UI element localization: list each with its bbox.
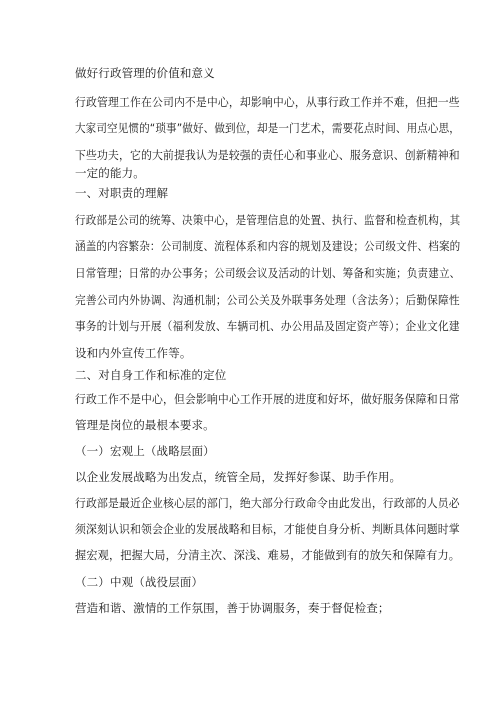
document-title: 做好行政管理的价值和意义 xyxy=(75,66,215,80)
body-line: 设和内外宣传工作等。 xyxy=(75,346,192,360)
section-heading: 一、对职责的理解 xyxy=(75,186,169,200)
subsection-heading: （一）宏观上（战略层面） xyxy=(75,444,215,458)
body-line: 握宏观，把握大局，分清主次、深浅、难易，才能做到有的放矢和保障有力。 xyxy=(75,548,461,562)
body-line: 完善公司内外协调、沟通机制；公司公关及外联事务处理（含法务）；后勤保障性 xyxy=(75,293,460,307)
body-line: 行政部是公司的统筹、决策中心，是管理信息的处置、执行、监督和检查机构，其 xyxy=(75,213,461,227)
body-line: 日常管理；日常的办公事务；公司级会议及活动的计划、筹备和实施；负责建立、 xyxy=(75,266,461,280)
body-line: 涵盖的内容繁杂：公司制度、流程体系和内容的规划及建设；公司级文件、档案的 xyxy=(75,239,461,253)
body-line: 事务的计划与开展（福利发放、车辆司机、办公用品及固定资产等）；企业文化建 xyxy=(75,319,460,333)
body-line: 须深刻认识和领会企业的发展战略和目标，才能使自身分析、判断具体问题时掌 xyxy=(75,522,460,536)
body-line: 行政工作不是中心，但会影响中心工作开展的进度和好坏，做好服务保障和日常 xyxy=(75,392,460,406)
body-line: 一定的能力。 xyxy=(75,166,145,180)
body-line: 营造和谐、激情的工作氛围，善于协调服务，奏于督促检查； xyxy=(75,601,390,615)
section-heading: 二、对自身工作和标准的定位 xyxy=(75,368,227,382)
subsection-heading: （二）中观（战役层面） xyxy=(75,575,204,589)
body-line: 以企业发展战略为出发点，统管全局，发挥好参谋、助手作用。 xyxy=(75,470,402,484)
body-line: 下些功夫，它的大前提我认为是较强的责任心和事业心、服务意识、创新精神和 xyxy=(75,148,460,162)
body-line: 行政部是最近企业核心层的部门，绝大部分行政命令由此发出，行政部的人员必 xyxy=(75,496,460,510)
body-line: 大家司空见惯的“琐事”做好、做到位，却是一门艺术，需要花点时间、用点心思， xyxy=(75,121,460,135)
body-line: 管理是岗位的最根本要求。 xyxy=(75,418,215,432)
body-line: 行政管理工作在公司内不是中心，却影响中心，从事行政工作并不难，但把一些 xyxy=(75,95,460,109)
